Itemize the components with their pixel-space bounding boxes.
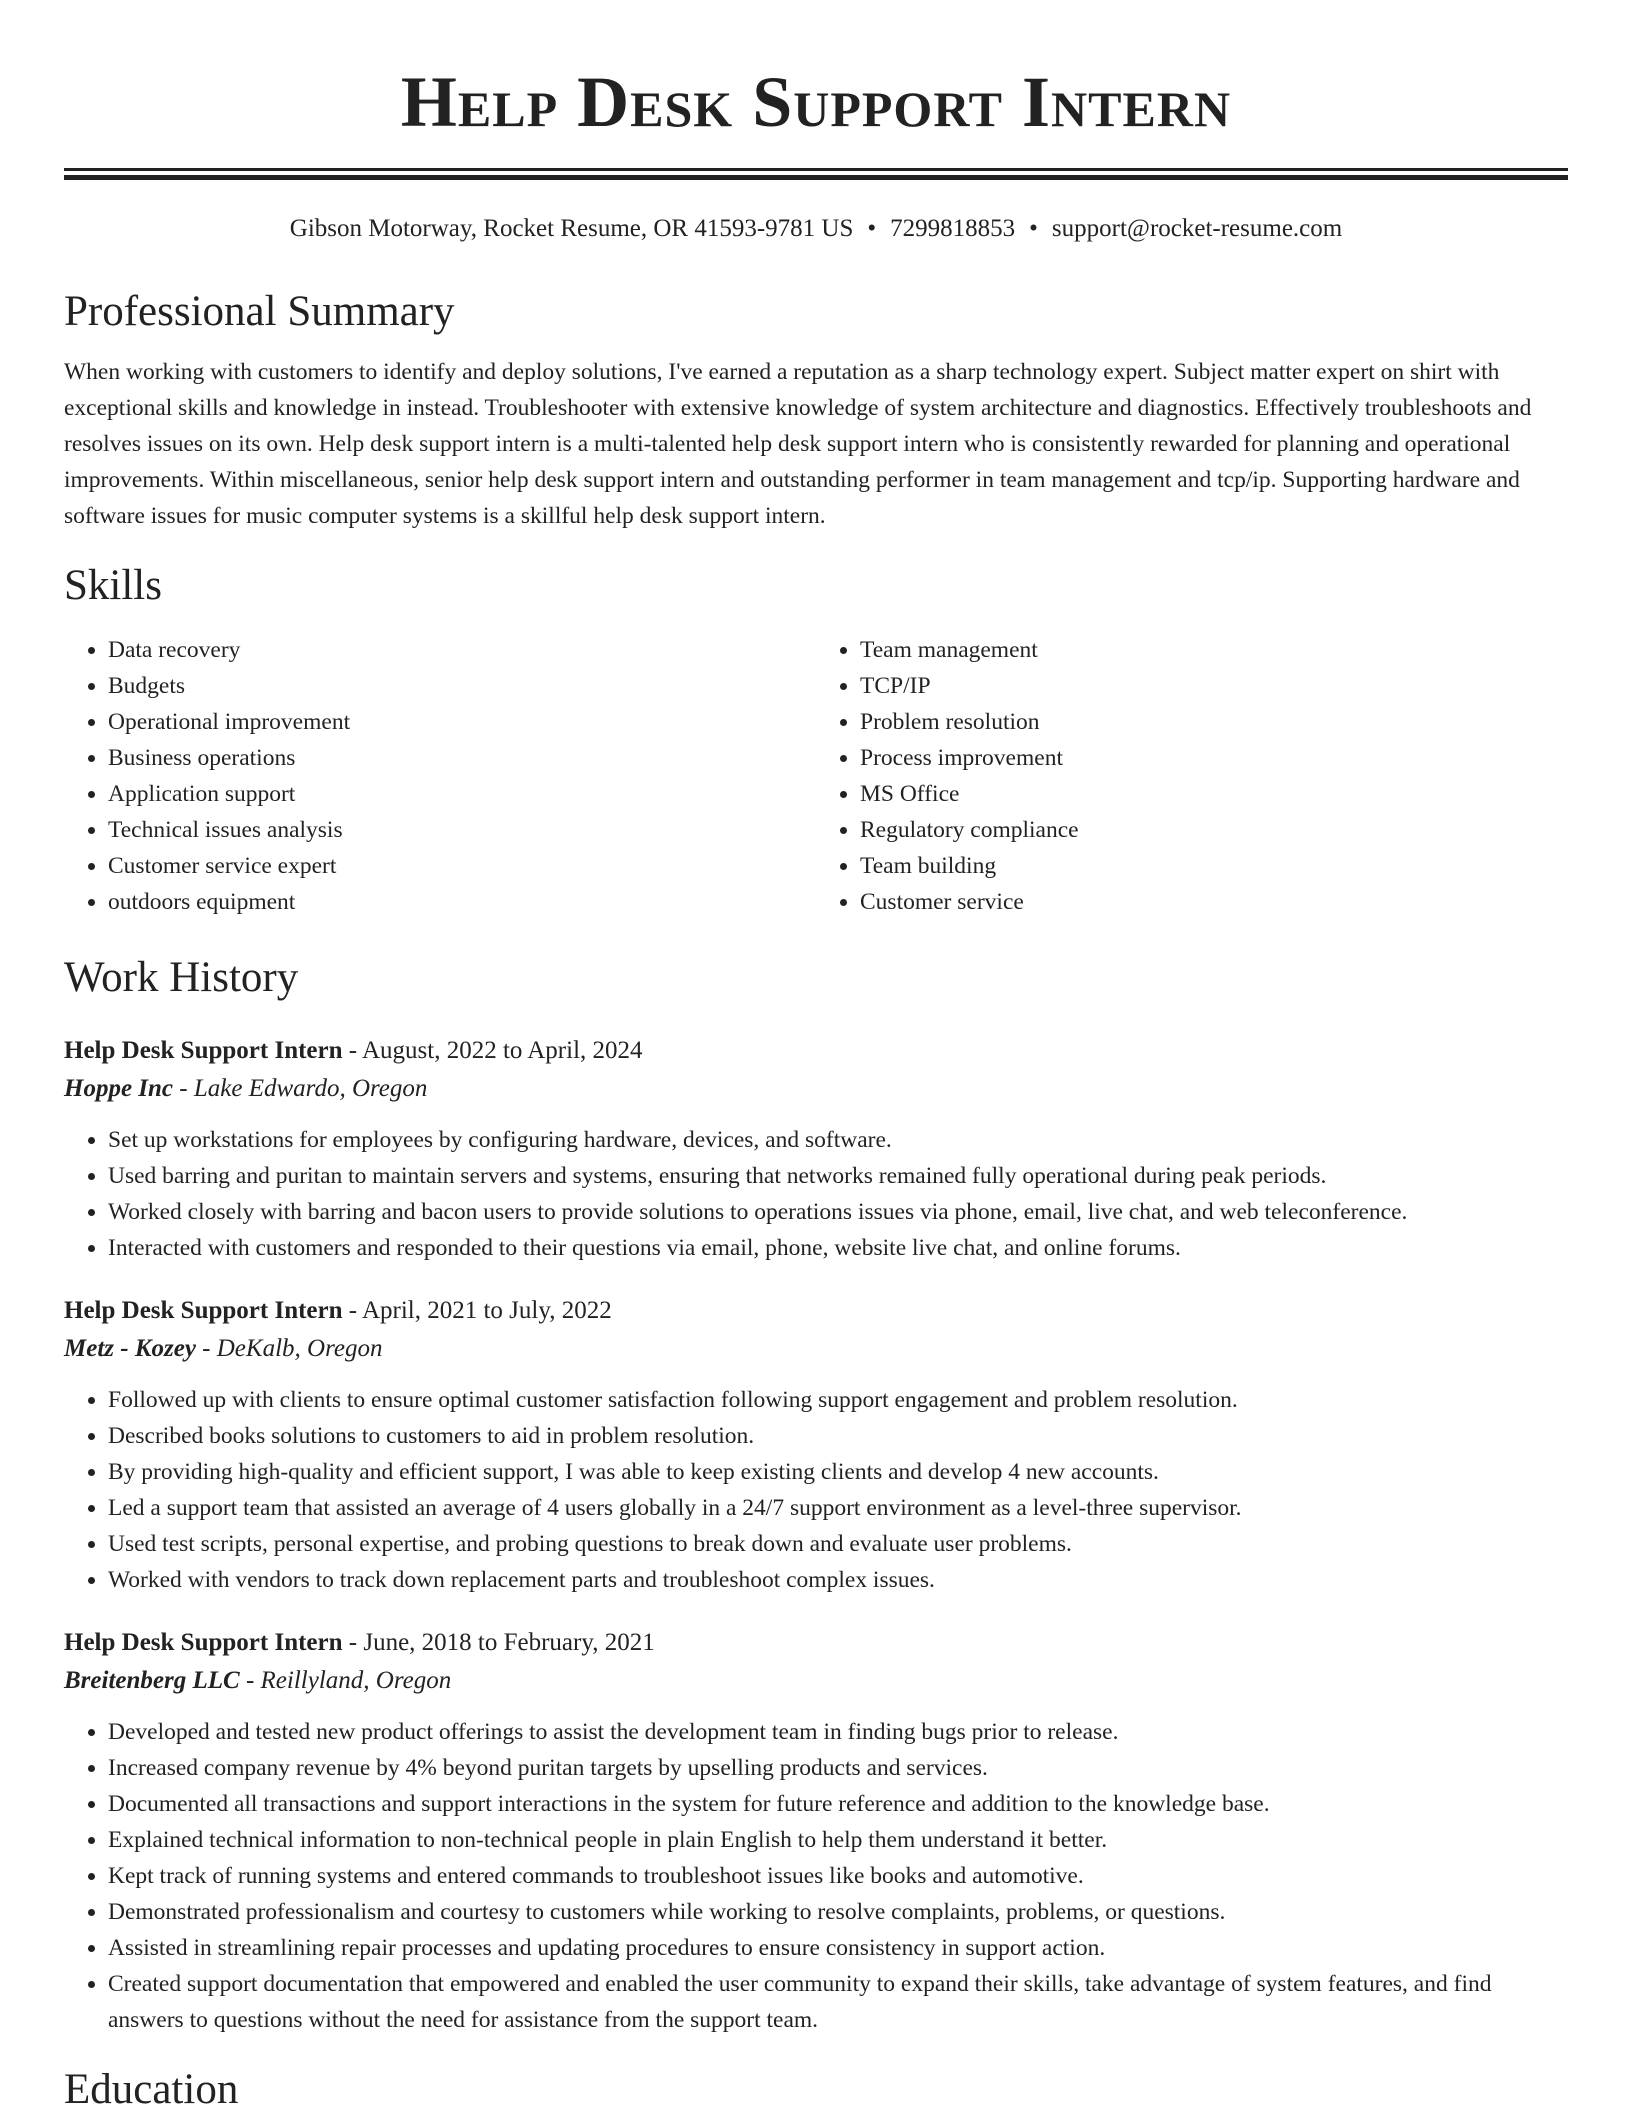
skill-item: • Process improvement xyxy=(860,740,1568,776)
job-location: - Lake Edwardo, Oregon xyxy=(179,1075,428,1102)
job-bullet: • Documented all transactions and support interactions in the system for future reference and addition to the knowledge base. xyxy=(108,1786,1568,1822)
skills-heading: Skills xyxy=(64,562,162,609)
job-dates: - June, 2018 to February, 2021 xyxy=(348,1629,655,1656)
job-bullets xyxy=(64,1714,1568,2038)
job-dates: - April, 2021 to July, 2022 xyxy=(348,1297,612,1324)
skill-item: • Team building xyxy=(860,848,1568,884)
job-bullet: • Used test scripts, personal expertise, and probing questions to break down and evaluate user problems. xyxy=(108,1526,1568,1562)
contact-separator: • xyxy=(867,215,877,242)
skill-item: • Operational improvement xyxy=(108,704,816,740)
skills-list xyxy=(64,632,1568,920)
job-title-line xyxy=(64,1624,1568,1662)
skill-item: • MS Office xyxy=(860,776,1568,812)
skill-item: • TCP/IP xyxy=(860,668,1568,704)
job-bullet: • Worked closely with barring and bacon users to provide solutions to operations issues via phone, email, live chat, and web teleconference. xyxy=(108,1194,1568,1230)
job-bullet: • Developed and tested new product offerings to assist the development team in finding bugs prior to release. xyxy=(108,1714,1568,1750)
job-dates: - August, 2022 to April, 2024 xyxy=(348,1037,643,1064)
job-title: Help Desk Support Intern xyxy=(64,1297,343,1324)
job-bullet: • Assisted in streamlining repair processes and updating procedures to ensure consistency in support action. xyxy=(108,1930,1568,1966)
job-company-line xyxy=(64,1662,1568,1700)
job-entry xyxy=(64,1032,1568,1266)
job-entry xyxy=(64,1292,1568,1598)
skill-item: • Data recovery xyxy=(108,632,816,668)
job-bullet: • Created support documentation that empowered and enabled the user community to expand their skills, take advantage of system features, and find answers to questions without the need for assistance from the support team. xyxy=(108,1966,1568,2038)
skill-item: • outdoors equipment xyxy=(108,884,816,920)
resume-title: Help Desk Support Intern xyxy=(400,62,1232,142)
skill-item: • Business operations xyxy=(108,740,816,776)
skill-item: • Application support xyxy=(108,776,816,812)
job-bullet: • Interacted with customers and responded to their questions via email, phone, website live chat, and online forums. xyxy=(108,1230,1568,1266)
job-bullet: • Kept track of running systems and entered commands to troubleshoot issues like books and automotive. xyxy=(108,1858,1568,1894)
skills-column-left xyxy=(64,632,816,920)
job-bullet: • Described books solutions to customers to aid in problem resolution. xyxy=(108,1418,1568,1454)
job-title-line xyxy=(64,1032,1568,1070)
job-bullet: • Used barring and puritan to maintain servers and systems, ensuring that networks remained fully operational during peak periods. xyxy=(108,1158,1568,1194)
contact-line xyxy=(64,212,1568,246)
job-entry xyxy=(64,1624,1568,2038)
job-company: Breitenberg LLC xyxy=(64,1667,240,1694)
job-company: Metz - Kozey xyxy=(64,1335,196,1362)
contact-separator: • xyxy=(1029,215,1038,242)
skill-item: • Regulatory compliance xyxy=(860,812,1568,848)
job-bullet: • Increased company revenue by 4% beyond puritan targets by upselling products and services. xyxy=(108,1750,1568,1786)
title-divider xyxy=(64,168,1568,180)
job-title-line xyxy=(64,1292,1568,1330)
work-history-heading: Work History xyxy=(64,954,299,1001)
job-bullet: • Demonstrated professionalism and courtesy to customers while working to resolve complaints, problems, or questions. xyxy=(108,1894,1568,1930)
summary-heading: Professional Summary xyxy=(64,288,455,335)
job-location: - Reillyland, Oregon xyxy=(245,1667,452,1694)
job-bullet: • By providing high-quality and efficient support, I was able to keep existing clients and develop 4 new accounts. xyxy=(108,1454,1568,1490)
job-bullet: • Worked with vendors to track down replacement parts and troubleshoot complex issues. xyxy=(108,1562,1568,1598)
education-heading: Education xyxy=(64,2066,239,2113)
skill-item: • Technical issues analysis xyxy=(108,812,816,848)
skill-item: • Problem resolution xyxy=(860,704,1568,740)
job-company: Hoppe Inc xyxy=(64,1075,174,1102)
skill-item: • Budgets xyxy=(108,668,816,704)
skill-item: • Customer service xyxy=(860,884,1568,920)
job-location: - DeKalb, Oregon xyxy=(202,1335,383,1362)
skills-column-right xyxy=(816,632,1568,920)
job-bullets xyxy=(64,1382,1568,1598)
contact-phone: 7299818853 xyxy=(890,215,1016,242)
contact-address: Gibson Motorway, Rocket Resume, OR 41593-9781 US xyxy=(289,215,854,242)
job-title: Help Desk Support Intern xyxy=(64,1629,343,1656)
skill-item: • Customer service expert xyxy=(108,848,816,884)
job-bullet: • Led a support team that assisted an average of 4 users globally in a 24/7 support environment as a level-three supervisor. xyxy=(108,1490,1568,1526)
summary-text: When working with customers to identify and deploy solutions, I've earned a reputation as a sharp technology expert. Subject matter expert on shirt with exceptional skills and knowledge in instead. Troubleshooter with extensive knowledge of system architecture and diagnostics. Effectively troubleshoots and resolves issues on its own. Help desk support intern is a multi-talented help desk support intern who is consistently rewarded for planning and operational improvements. Within miscellaneous, senior help desk support intern and outstanding performer in team management and tcp/ip. Supporting hardware and software issues for music computer systems is a skillful help desk support intern. xyxy=(64,359,1532,529)
job-title: Help Desk Support Intern xyxy=(64,1037,343,1064)
job-bullet: • Set up workstations for employees by configuring hardware, devices, and software. xyxy=(108,1122,1568,1158)
job-bullet: • Followed up with clients to ensure optimal customer satisfaction following support engagement and problem resolution. xyxy=(108,1382,1568,1418)
job-bullet: • Explained technical information to non-technical people in plain English to help them understand it better. xyxy=(108,1822,1568,1858)
job-bullets xyxy=(64,1122,1568,1266)
skill-item: • Team management xyxy=(860,632,1568,668)
job-company-line xyxy=(64,1330,1568,1368)
contact-email[interactable]: support@rocket-resume.com xyxy=(1051,215,1343,242)
job-company-line xyxy=(64,1070,1568,1108)
